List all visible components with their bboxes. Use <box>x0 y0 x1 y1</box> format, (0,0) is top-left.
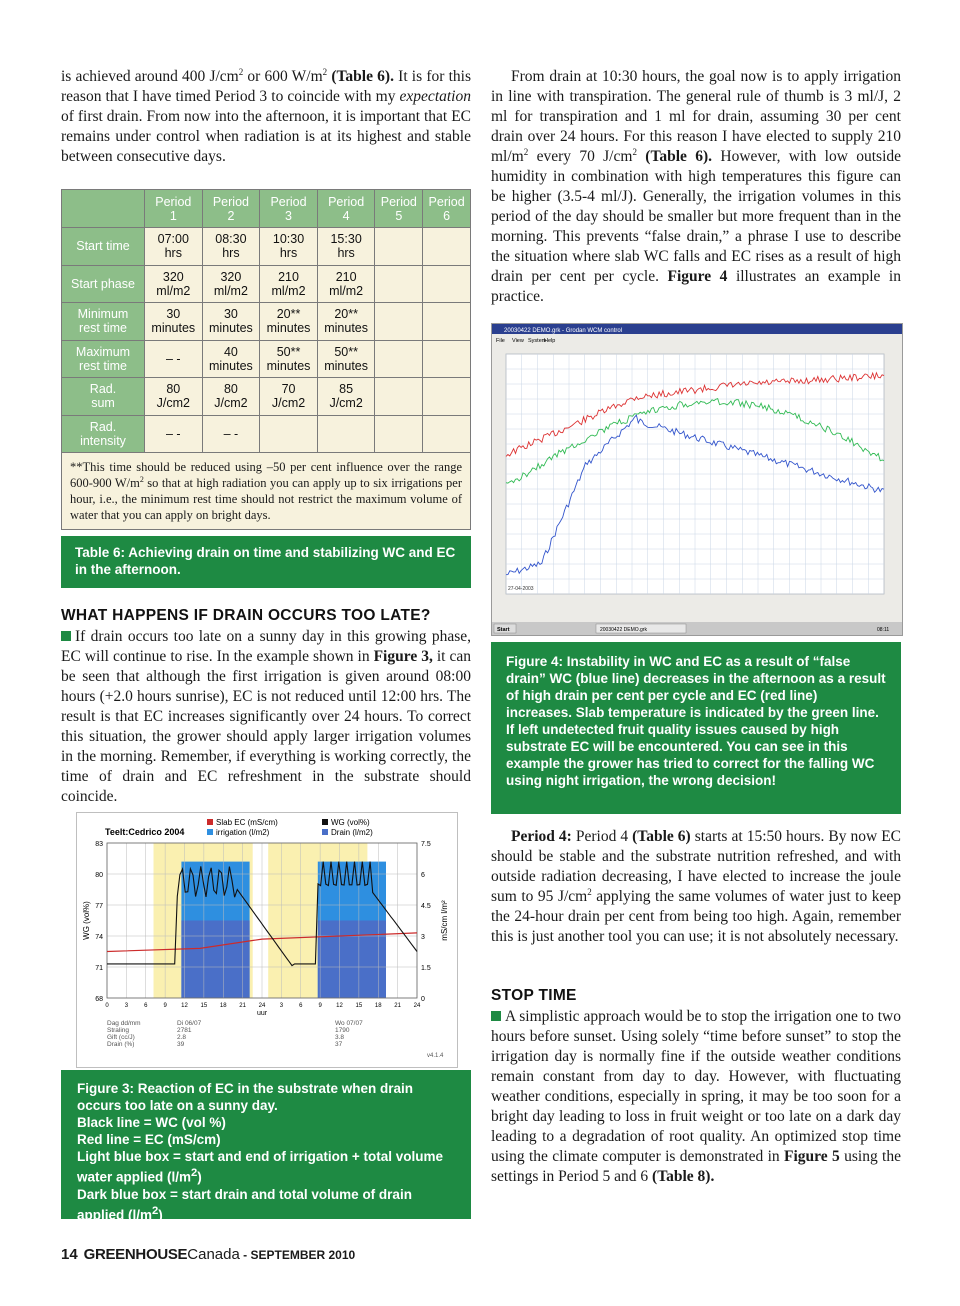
menu-item: Help <box>544 338 556 344</box>
footer-label: Gift (cc/J) <box>107 1034 135 1041</box>
x-tick-label: 21 <box>239 1003 246 1009</box>
y-tick-label: 77 <box>95 903 103 910</box>
y-right-tick-label: 3 <box>421 934 425 941</box>
table-row-label: Maximum rest time <box>62 340 145 378</box>
table-cell <box>375 303 423 341</box>
table-row <box>62 378 471 416</box>
table-row-label: Start time <box>62 228 145 266</box>
taskbar <box>492 622 902 635</box>
table-row-label: Minimum rest time <box>62 303 145 341</box>
y-right-tick-label: 0 <box>421 996 425 1003</box>
y-right-tick-label: 7.5 <box>421 841 431 848</box>
menu-item: System <box>528 338 547 344</box>
table-cell <box>375 378 423 416</box>
brand-name-2: Canada <box>187 1246 240 1263</box>
version-label: v4.1.4 <box>427 1053 444 1059</box>
table-cell <box>375 228 423 266</box>
x-tick-label: 9 <box>163 1003 167 1009</box>
table-cell <box>317 415 375 453</box>
table-cell: 210 ml/m2 <box>317 265 375 303</box>
footer-label: Straling <box>107 1027 130 1034</box>
table-cell <box>423 378 471 416</box>
table-cell <box>423 303 471 341</box>
x-tick-label: 21 <box>394 1003 401 1009</box>
figure-4-caption <box>491 642 901 814</box>
table-cell: 50** minutes <box>260 340 318 378</box>
y-right-axis-label: mS/cm l/m² <box>440 900 449 941</box>
x-tick-label: 18 <box>219 1003 227 1009</box>
figure-3-svg <box>77 813 457 1067</box>
y-tick-label: 80 <box>95 872 103 879</box>
table-cell <box>423 340 471 378</box>
table-cell: 20** minutes <box>260 303 318 341</box>
late-drain-text: If drain occurs too late on a sunny day in this growing phase, EC will continue to rise. In the example shown in Figure 3, it can be seen that although the first irrigation is given around 08:00 hours (+2.0 hours sunrise), EC is not reduced until 12:00 hrs. The result is that EC increases significantly over 24 hours. To correct this situation, the grower should apply larger irrigation volumes in the morning. Remember, if everything is working correctly, the time of drain and EC refreshment in the substrate should coincide. <box>61 628 472 805</box>
table-row <box>62 340 471 378</box>
y-right-tick-label: 4.5 <box>421 903 431 910</box>
table-header-period-6: Period 6 <box>423 190 471 228</box>
late-drain-paragraph <box>61 627 471 807</box>
x-tick-label: 15 <box>355 1003 363 1009</box>
y-axis-label: WG (vol%) <box>82 901 91 940</box>
table-cell: 15:30 hrs <box>317 228 375 266</box>
legend-swatch <box>322 819 328 825</box>
x-tick-label: 0 <box>105 1003 109 1009</box>
table-cell <box>423 228 471 266</box>
table-row <box>62 265 471 303</box>
legend-swatch <box>207 829 213 835</box>
table-cell: 50** minutes <box>317 340 375 378</box>
issue-date: - SEPTEMBER 2010 <box>239 1248 356 1262</box>
bullet-square-icon <box>61 631 71 641</box>
table-cell <box>375 265 423 303</box>
chart-date: 27-04-2003 <box>508 586 534 592</box>
day-1-value: 2.8 <box>177 1034 187 1041</box>
legend-swatch <box>322 829 328 835</box>
table-cell: 40 minutes <box>202 340 260 378</box>
brand-name: GREENHOUSE <box>83 1246 188 1263</box>
figure-3-caption <box>61 1070 471 1222</box>
page-footer <box>61 1246 355 1263</box>
table-cell: 320 ml/m2 <box>202 265 260 303</box>
table-cell: 80 J/cm2 <box>145 378 203 416</box>
day-2-value: Wo 07/07 <box>335 1020 363 1027</box>
x-tick-label: 12 <box>336 1003 343 1009</box>
figure-4-screenshot <box>491 323 903 636</box>
figure-3-caption-line: Dark blue box = start drain and total volume of drain applied $(l/m^2)$ <box>77 1186 412 1222</box>
table-corner <box>62 190 145 228</box>
table-cell: 210 ml/m2 <box>260 265 318 303</box>
table-6 <box>61 189 471 530</box>
x-tick-label: 24 <box>413 1003 421 1009</box>
drain-paragraph: From drain at 10:30 hours, the goal now is to apply irrigation in line with transpiration. The general rule of thumb is 3 ml/J, 2 ml for transpiration and 1 ml for drain, assuming 30 per cent drain over 24 hours. For this reason I have elected to supply 210 $ml/m^2$ every 70 $J/cm^2$ (Table 6). However, with low outside humidity in combination with high temperatures this figure can be higher (3.5-4 ml/J). Generally, the irrigation volumes in this period of the day should be smaller but more frequent than in the morning. This prevents “false drain,” a phrase I use to describe the situation where slab WC falls and EC rises as a result of high drain per cent per cycle. Figure 4 illustrates an example in practice. <box>491 68 902 305</box>
bullet-square-icon <box>491 1011 501 1021</box>
table-header-period-4: Period 4 <box>317 190 375 228</box>
day-2-value: 37 <box>335 1041 343 1048</box>
table-cell: 30 minutes <box>202 303 260 341</box>
task-item-label: 20030422 DEMO.grk <box>600 627 647 633</box>
period-4-paragraph: Period 4: Period 4 (Table 6) starts at 15:50 hours. By now EC should be stable and the substrate nutrition refreshed, and with outside radiation decreasing, I have elected to increase the joule sum to 95 $J/cm^2$ applying the same volumes of water just to keep the 24-hour drain per cent from being too high. Again, remember this is just another tool you can use; it is not absolutely necessary. <box>491 828 902 945</box>
x-tick-label: 12 <box>181 1003 188 1009</box>
table-cell: – - <box>145 340 203 378</box>
y-right-tick-label: 6 <box>421 872 425 879</box>
legend-label: Drain (l/m2) <box>331 828 373 837</box>
table-cell <box>423 265 471 303</box>
table-row-label: Rad. intensity <box>62 415 145 453</box>
x-tick-label: 24 <box>258 1003 266 1009</box>
intro-paragraph: is achieved around 400 $J/cm^2$ or 600 $W/m^2$ (Table 6). It is for this reason that I have timed Period 3 to coincide with my expectation of first drain. From now into the afternoon, it is important that EC remains under control when radiation is at its highest and stable between consecutive days. <box>61 66 471 165</box>
y-right-tick-label: 1.5 <box>421 965 431 972</box>
section-heading-stop: STOP TIME <box>491 987 577 1004</box>
figure-4-svg <box>492 324 902 635</box>
table-cell: 85 J/cm2 <box>317 378 375 416</box>
table-cell: 30 minutes <box>145 303 203 341</box>
figure-4-caption-text: Figure 4: Instability in WC and EC as a result of “false drain” WC (blue line) decreases in the afternoon as a result of high drain per cent per cycle and EC (red line) increases. Slab temperature is indicated by the green line. If left undetected fruit quality issues caused by high substrate EC will be encountered. You can see in this example the grower has tried to correct for the falling WC using night irrigation, the wrong decision! <box>506 654 886 788</box>
footer-label: Dag dd/mm <box>107 1020 141 1027</box>
start-label: Start <box>497 627 510 633</box>
table-cell <box>375 415 423 453</box>
stop-time-text: A simplistic approach would be to stop the irrigation one to two hours before sunset. Using solely “time before sunset” to stop the irrigation day is normally fine if the outside weather conditions remain constant from day to day. However, with fluctuating weather conditions, especially in spring, it may be too soon for a bright day leading to loss in fruit weight or too late on a dark day leading to a degradation of root quality. An optimized stop time using the climate computer is demonstrated in Figure 5 using the settings in Period 5 and 6 (Table 8). <box>491 1008 901 1185</box>
table-header-period-3: Period 3 <box>260 190 318 228</box>
y-tick-label: 71 <box>95 965 103 972</box>
table-caption-text: Table 6: Achieving drain on time and stabilizing WC and EC in the afternoon. <box>75 545 456 577</box>
table-cell: 20** minutes <box>317 303 375 341</box>
table-row-label: Start phase <box>62 265 145 303</box>
table-row <box>62 415 471 453</box>
table-row <box>62 228 471 266</box>
figure-3-caption-line: Black line = WC (vol %) <box>77 1115 226 1130</box>
x-tick-label: 6 <box>299 1003 303 1009</box>
table-cell: 10:30 hrs <box>260 228 318 266</box>
section-heading-late: WHAT HAPPENS IF DRAIN OCCURS TOO LATE? <box>61 607 431 624</box>
x-tick-label: 6 <box>144 1003 148 1009</box>
table-cell <box>375 340 423 378</box>
table-row <box>62 303 471 341</box>
legend-label: irrigation (l/m2) <box>216 828 270 837</box>
figure-3-caption-line: Light blue box = start and end of irrigation + total volume water applied $(l/m^2)$ <box>77 1149 444 1185</box>
menu-item: File <box>496 338 505 344</box>
x-tick-label: 9 <box>318 1003 322 1009</box>
table-header-row <box>62 190 471 228</box>
table-6-caption <box>61 536 471 588</box>
menu-item: View <box>512 338 524 344</box>
x-tick-label: 3 <box>279 1003 284 1009</box>
x-tick-label: 15 <box>200 1003 208 1009</box>
table-cell: 80 J/cm2 <box>202 378 260 416</box>
legend-label: Slab EC (mS/cm) <box>216 818 278 827</box>
window-title: 20030422 DEMO.grk - Grodan WCM control <box>504 328 623 334</box>
table-cell <box>423 415 471 453</box>
table-header-period-1: Period 1 <box>145 190 203 228</box>
table-note: **This time should be reduced using –50 per cent influence over the range 600-900 $W/m^2$ so that at high radiation you can apply up to six irrigations per hour, i.e., the minimum rest time should not restrict the maximum volume of water that you can apply on bright days. <box>61 453 471 530</box>
x-tick-label: 3 <box>124 1003 129 1009</box>
table-cell: – - <box>145 415 203 453</box>
table-cell: 320 ml/m2 <box>145 265 203 303</box>
table-header-period-2: Period 2 <box>202 190 260 228</box>
drain-box <box>318 921 386 999</box>
day-1-value: 2781 <box>177 1027 192 1034</box>
table-header-period-5: Period 5 <box>375 190 423 228</box>
x-axis-label: uur <box>256 1010 268 1017</box>
footer-label: Drain (%) <box>107 1041 135 1048</box>
figure-3-caption-line: Red line = EC (mS/cm) <box>77 1132 221 1147</box>
figure-3-chart <box>76 812 458 1068</box>
chart-title: Teelt:Cedrico 2004 <box>105 827 185 837</box>
stop-time-paragraph <box>491 1007 901 1187</box>
table-cell <box>260 415 318 453</box>
y-tick-label: 68 <box>95 996 103 1003</box>
table-row-label: Rad. sum <box>62 378 145 416</box>
y-tick-label: 74 <box>95 934 103 941</box>
y-tick-label: 83 <box>95 841 103 848</box>
drain-box <box>181 921 249 999</box>
table-cell: – - <box>202 415 260 453</box>
table-cell: 70 J/cm2 <box>260 378 318 416</box>
figure-3-caption-line: Figure 3: Reaction of EC in the substrate when drain occurs too late on a sunny day. <box>77 1081 414 1113</box>
day-1-value: 39 <box>177 1041 185 1048</box>
legend-swatch <box>207 819 213 825</box>
x-tick-label: 18 <box>374 1003 382 1009</box>
clock: 08:11 <box>877 627 890 633</box>
table-cell: 08:30 hrs <box>202 228 260 266</box>
day-2-value: 3.8 <box>335 1034 345 1041</box>
legend-label: WG (vol%) <box>331 818 370 827</box>
day-1-value: Di 06/07 <box>177 1020 202 1027</box>
day-2-value: 1790 <box>335 1027 350 1034</box>
page-number: 14 <box>61 1246 78 1263</box>
table-cell: 07:00 hrs <box>145 228 203 266</box>
